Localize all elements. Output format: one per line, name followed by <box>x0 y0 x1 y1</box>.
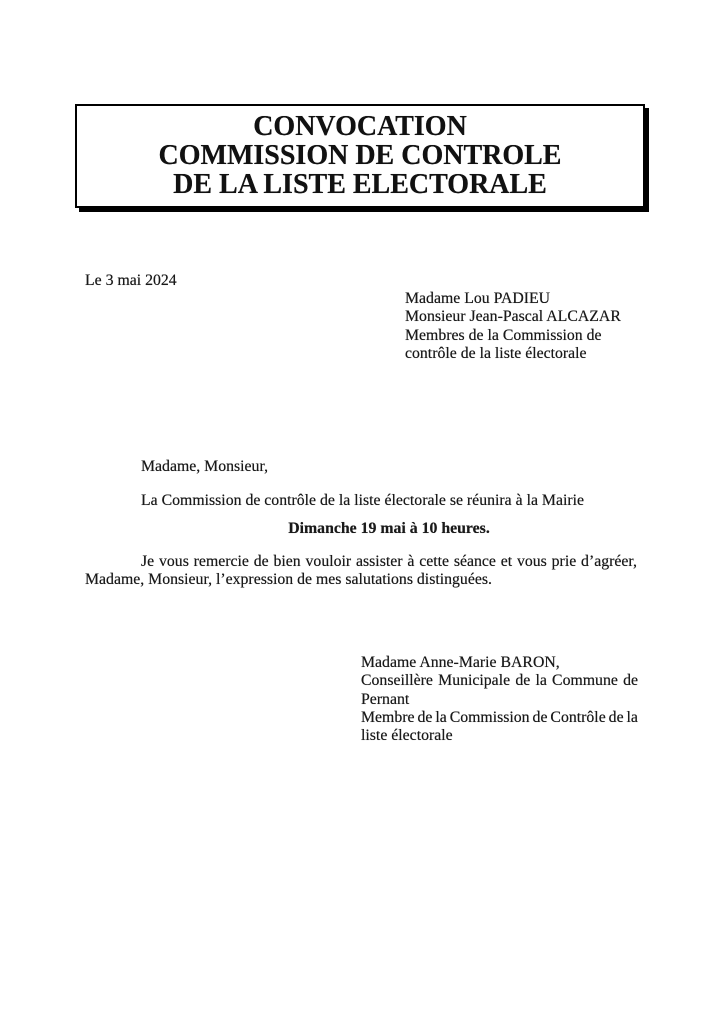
signature-block <box>361 654 638 745</box>
closing-line-1: Je vous remercie de bien vouloir assister à cette séance et vous prie d’agréer, <box>141 553 637 570</box>
recipient-line-4: contrôle de la liste électorale <box>405 344 587 362</box>
title-line-3: DE LA LISTE ELECTORALE <box>173 169 547 200</box>
signature-line-5: liste électorale <box>361 727 453 745</box>
meeting-date-line: Dimanche 19 mai à 10 heures. <box>288 520 490 537</box>
closing-paragraph <box>85 553 637 590</box>
recipient-line-1: Madame Lou PADIEU <box>405 290 551 307</box>
salutation-line: Madame, Monsieur, <box>141 458 269 475</box>
intro-line: La Commission de contrôle de la liste électorale se réunira à la Mairie <box>141 492 585 509</box>
title-line-2: COMMISSION DE CONTROLE <box>158 140 562 171</box>
closing-line-2: Madame, Monsieur, l’expression de mes salutations distinguées. <box>85 571 492 589</box>
signature-line-4: Membre de la Commission de Contrôle de la <box>361 708 638 726</box>
signature-line-1: Madame Anne-Marie BARON, <box>361 654 560 671</box>
signature-line-3: Pernant <box>361 690 410 708</box>
title-line-1: CONVOCATION <box>253 111 467 142</box>
date-line: Le 3 mai 2024 <box>85 272 177 289</box>
title-box <box>75 104 645 208</box>
recipient-line-3: Membres de la Commission de <box>405 326 602 344</box>
signature-line-2: Conseillère Municipale de la Commune de <box>361 672 638 690</box>
recipient-line-2: Monsieur Jean-Pascal ALCAZAR <box>405 308 621 326</box>
recipient-block <box>405 290 621 363</box>
